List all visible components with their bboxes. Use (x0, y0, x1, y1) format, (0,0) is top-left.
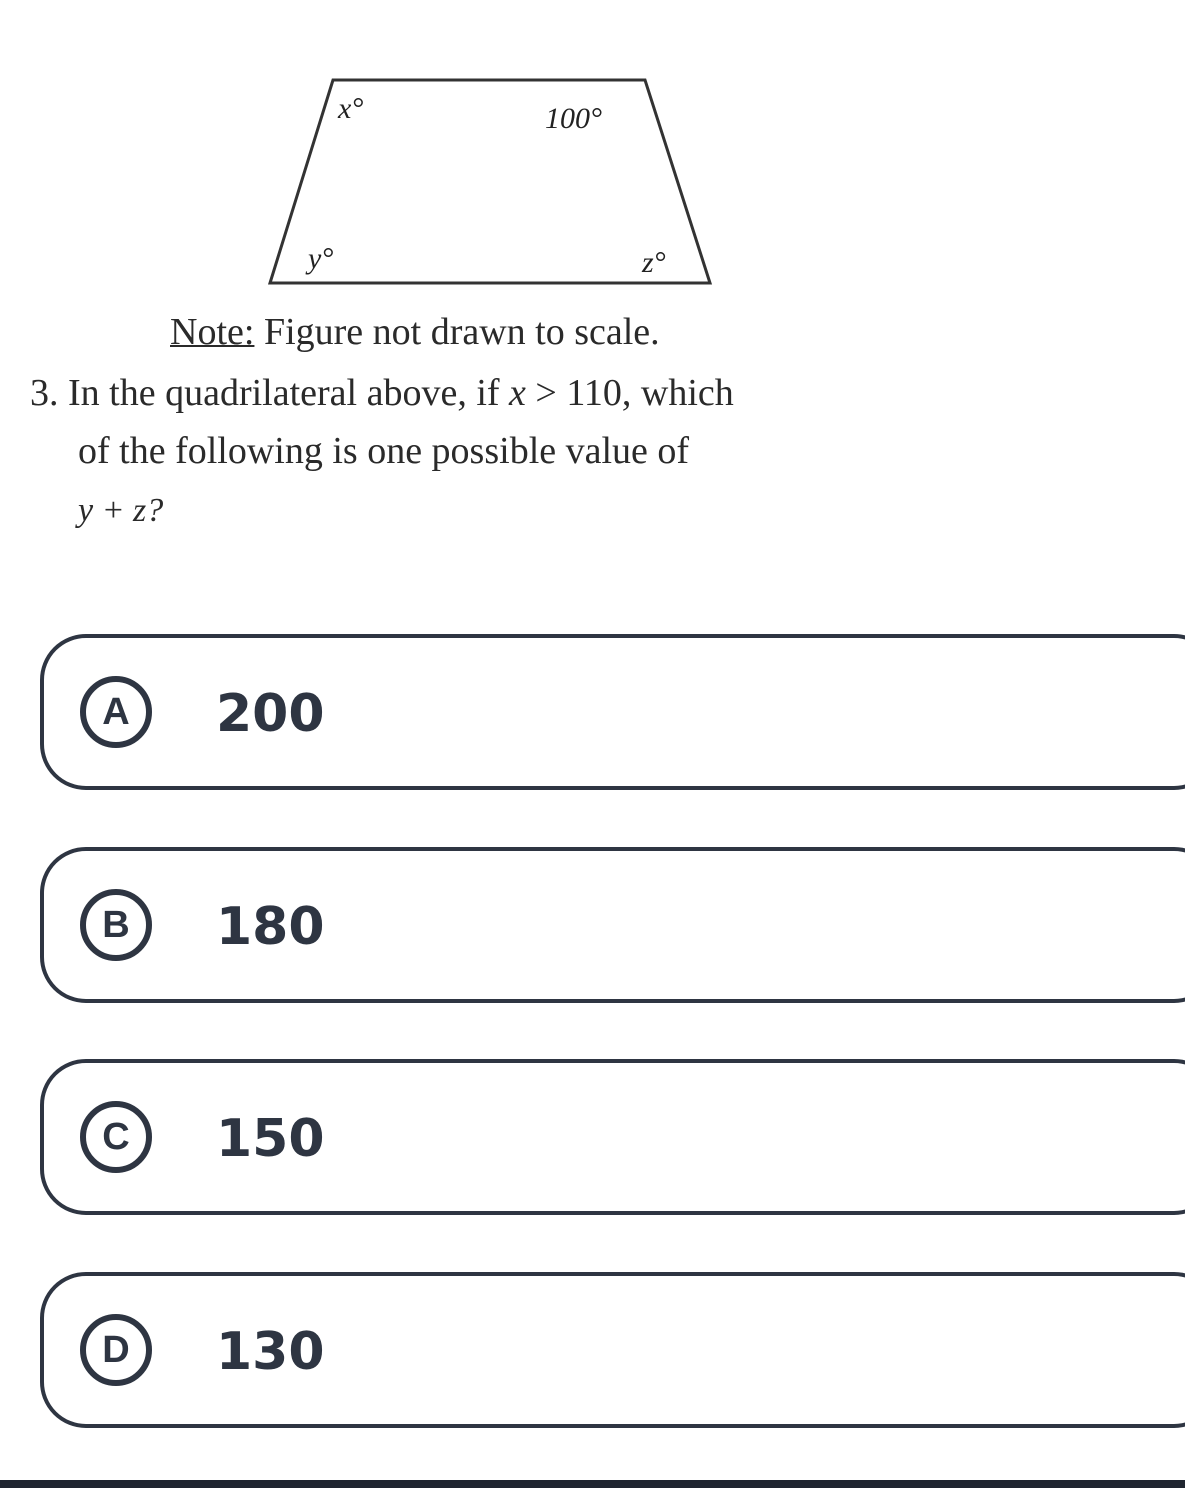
question-text (30, 364, 1030, 540)
angle-z-label: z° (642, 246, 666, 279)
angle-100-label: 100° (545, 102, 602, 135)
note-label: Note: (170, 311, 255, 353)
choice-d[interactable] (40, 1272, 1185, 1428)
figure-note (170, 310, 660, 354)
choice-a[interactable] (40, 634, 1185, 790)
question-line1-start: In the quadrilateral above, if (58, 372, 510, 414)
question-expression: y + z? (78, 492, 164, 529)
question-variable-x: x (509, 372, 526, 414)
question-number: 3. (30, 372, 59, 414)
question-line-2: of the following is one possible value of (78, 430, 690, 472)
question-line-1 (30, 364, 1030, 422)
angle-y-label: y° (308, 242, 334, 275)
choice-b[interactable] (40, 847, 1185, 1003)
choice-c[interactable] (40, 1059, 1185, 1215)
choice-d-letter-badge: D (80, 1314, 152, 1386)
choice-b-letter-badge: B (80, 889, 152, 961)
choice-a-value: 200 (216, 684, 325, 744)
angle-x-label: x° (338, 92, 364, 125)
question-line-3 (30, 480, 1030, 540)
choice-d-value: 130 (216, 1322, 325, 1382)
quadrilateral-figure (0, 0, 1185, 300)
choice-a-letter-badge: A (80, 676, 152, 748)
choice-c-value: 150 (216, 1109, 325, 1169)
choice-b-value: 180 (216, 897, 325, 957)
note-text: Figure not drawn to scale. (254, 311, 660, 353)
question-line1-end: > 110, which (525, 372, 734, 414)
bottom-divider (0, 1480, 1185, 1488)
choice-c-letter-badge: C (80, 1101, 152, 1173)
